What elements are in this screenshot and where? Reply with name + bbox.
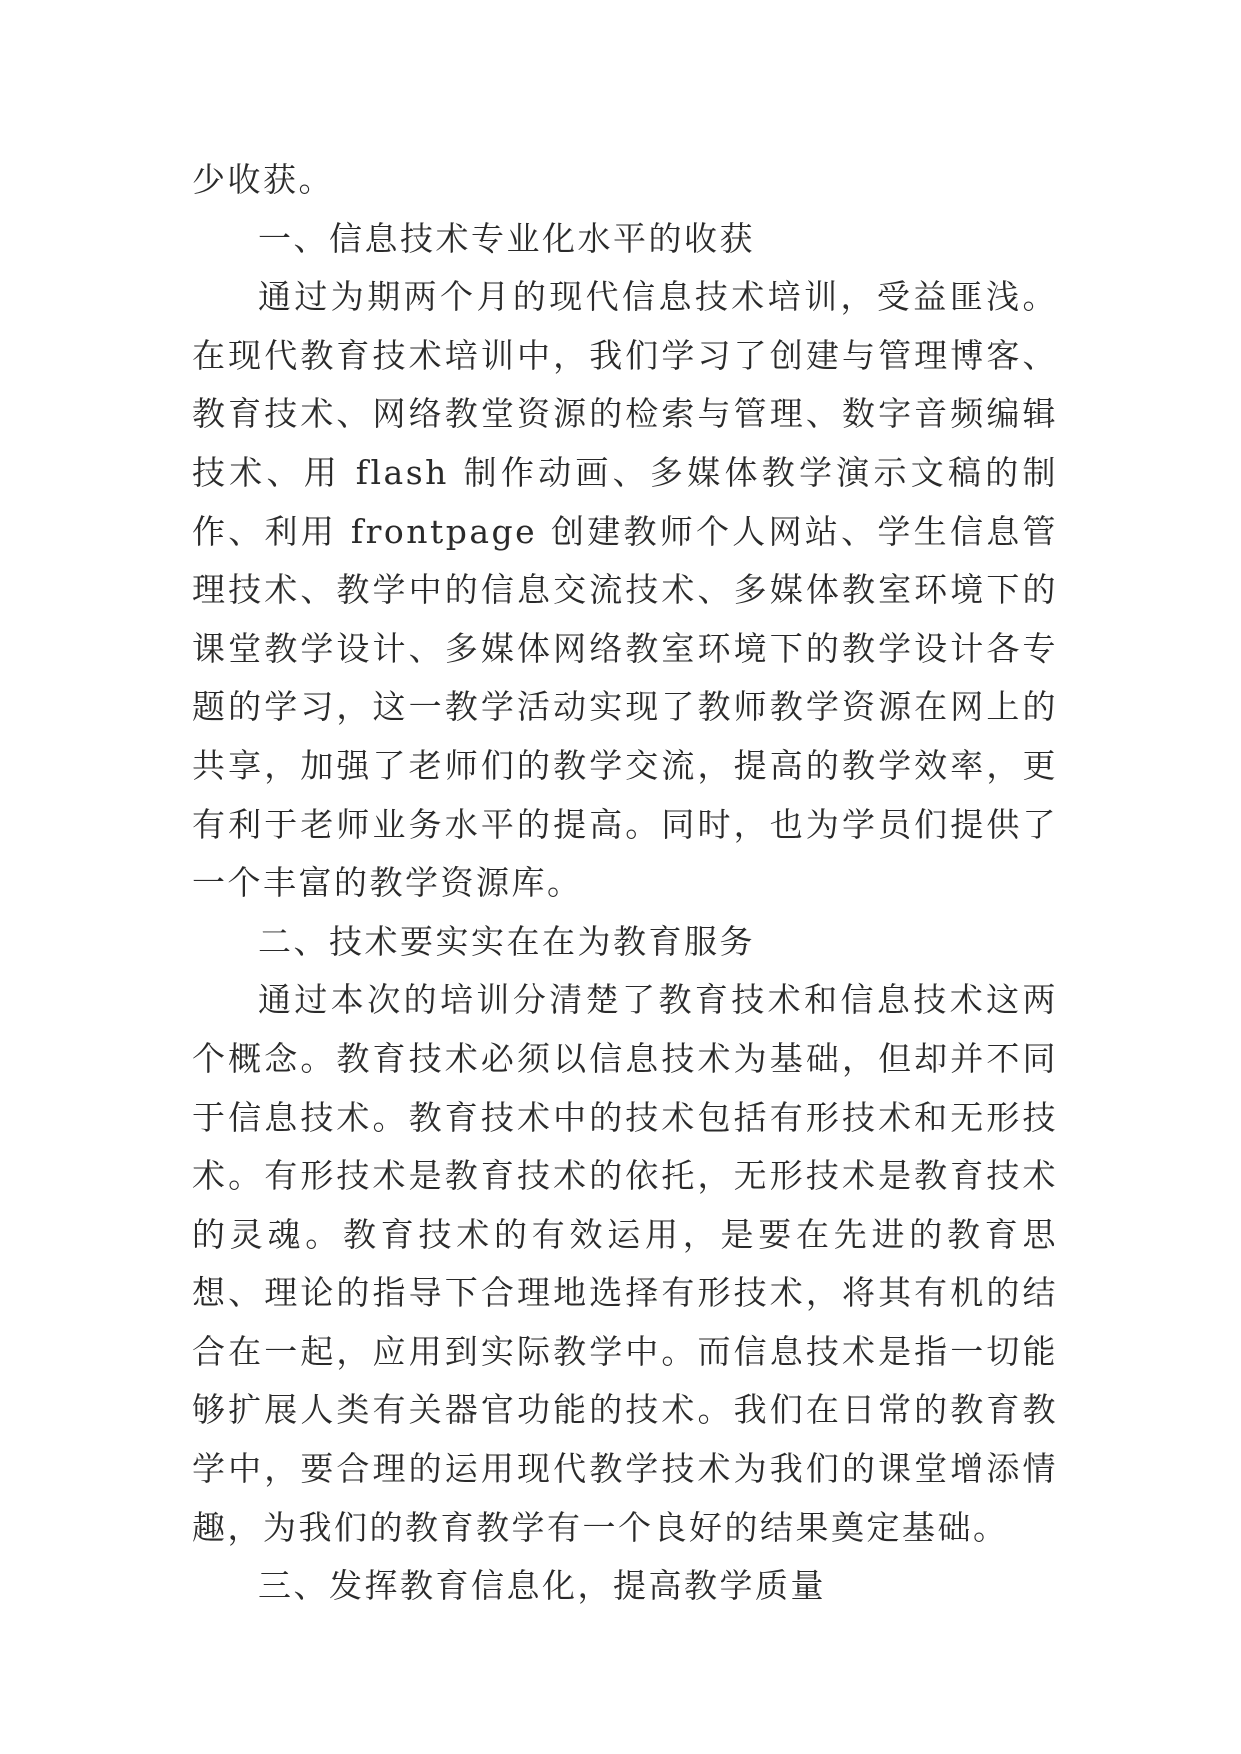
section-heading-3: 三、发挥教育信息化，提高教学质量 <box>258 1566 826 1606</box>
paragraph-continuation: 少收获。 <box>192 160 334 199</box>
paragraph-section-2: 通过本次的培训分清楚了教育技术和信息技术这两个概念。教育技术必须以信息技术为基础，但却并不同于信息技术。教育技术中的技术包括有形技术和无形技术。有形技术是教育技术的依托，无形技术是教育技术的灵魂。教育技术的有效运用，是要在先进的教育思想、理论的指导下合理地选择有形技术，将其有机的结合在一起，应用到实际教学中。而信息技术是指一切能够扩展人类有关器官功能的技术。我们在日常的教育教学中，要合理的运用现代教学技术为我们的课堂增添情趣，为我们的教育教学有一个良好的结果奠定基础。 <box>192 980 1058 1547</box>
section-heading-1: 一、信息技术专业化水平的收获 <box>258 218 755 258</box>
paragraph-section-1: 通过为期两个月的现代信息技术培训，受益匪浅。在现代教育技术培训中，我们学习了创建与管理博客、教育技术、网络教堂资源的检索与管理、数字音频编辑技术、用 flash 制作动画、多媒体教学演示文稿的制作、利用 frontpage 创建教师个人网站、学生信息管理技术、教学中的信息交流技术、多媒体教室环境下的课堂教学设计、多媒体网络教室环境下的教学设计各专题的学习，这一教学活动实现了教师教学资源在网上的共享，加强了老师们的教学交流，提高的教学效率，更有利于老师业务水平的提高。同时，也为学员们提供了一个丰富的教学资源库。 <box>192 277 1058 903</box>
document-body <box>192 151 1058 1616</box>
section-heading-2: 二、技术要实实在在为教育服务 <box>258 921 755 961</box>
